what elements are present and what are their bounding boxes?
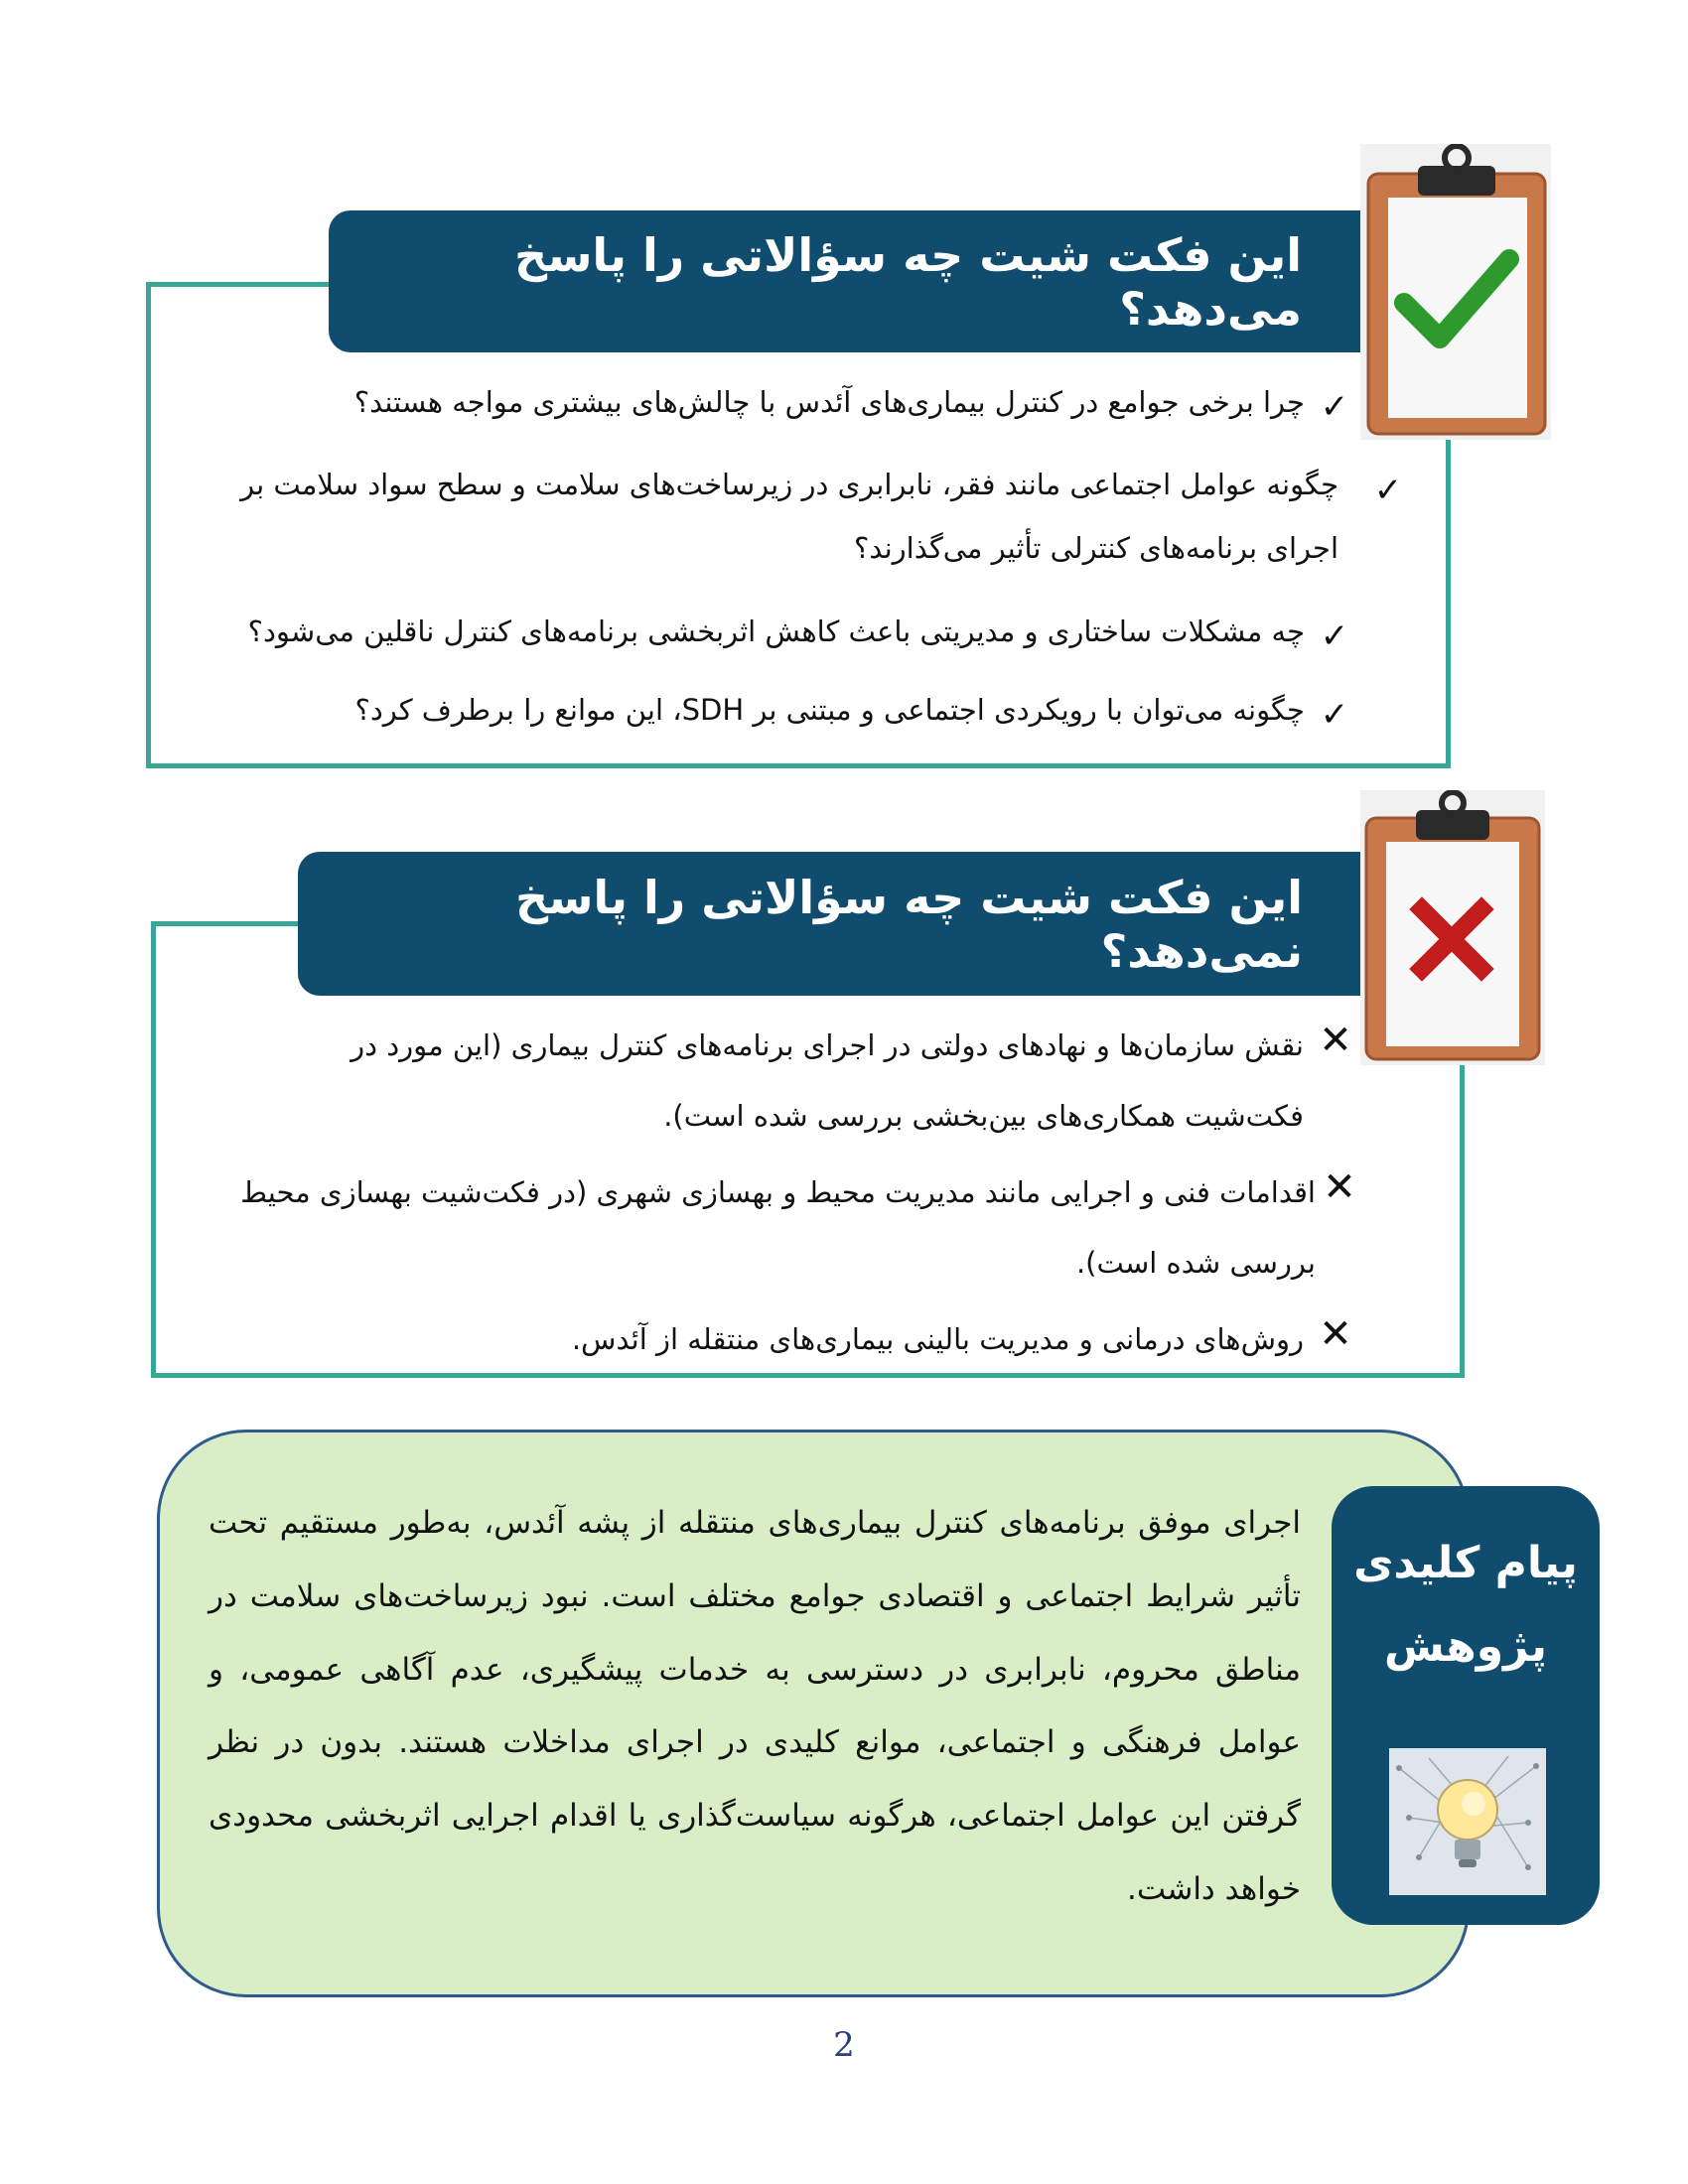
answers-item-2: چگونه عوامل اجتماعی مانند فقر، نابرابری در زیرساخت‌های سلامت و سطح سواد سلامت بر اجرای برنامه‌های کنترلی تأثیر می‌گذارند؟ (240, 468, 1338, 565)
clipboard-x-icon (1360, 790, 1545, 1065)
not-answers-list (223, 1011, 1355, 1375)
key-message-text: اجرای موفق برنامه‌های کنترل بیماری‌های منتقله از پشه آئدس، به‌طور مستقیم تحت تأثیر شرایط اجتماعی و اقتصادی جوامع مختلف است. نبود زیرساخت‌های سلامت در مناطق محروم، نابرابری در دسترسی به خدمات پیشگیری، عدم آگاهی عمومی، و عوامل فرهنگی و اجتماعی، موانع کلیدی در اجرای مداخلات هستند. بدون در نظر گرفتن این عوامل اجتماعی، هرگونه سیاست‌گذاری یا اقدام اجرایی اثربخشی محدودی خواهد داشت. (209, 1505, 1301, 1907)
check-icon: ✓ (1320, 387, 1349, 427)
lightbulb-icon (1389, 1748, 1546, 1895)
not-answers-title: این فکت شیت چه سؤالاتی را پاسخ نمی‌دهد؟ (515, 870, 1303, 978)
page-number: 2 (833, 2025, 855, 2065)
not-answers-item-3: روش‌های درمانی و مدیریت بالینی بیماری‌های منتقله از آئدس. (571, 1322, 1304, 1357)
list-item (223, 1158, 1355, 1298)
key-message-label-box (1332, 1486, 1600, 1925)
list-item (169, 683, 1356, 738)
list-item (169, 605, 1356, 659)
x-icon: ✕ (1319, 1311, 1352, 1358)
answers-title: این فکت شیت چه سؤالاتی را پاسخ می‌دهد؟ (514, 227, 1302, 336)
answers-item-3: چه مشکلات ساختاری و مدیریتی باعث کاهش اثربخشی برنامه‌های کنترل ناقلین می‌شود؟ (247, 614, 1305, 648)
x-icon: ✕ (1323, 1164, 1356, 1211)
not-answers-item-1: نقش سازمان‌ها و نهادهای دولتی در اجرای برنامه‌های کنترل بیماری (این مورد در فکت‌شیت همکاری‌های بین‌بخشی بررسی شده است). (351, 1028, 1304, 1134)
list-item (236, 454, 1403, 581)
not-answers-header (298, 852, 1390, 996)
check-icon: ✓ (1373, 471, 1403, 511)
key-message-title-line2: پژوهش (1384, 1620, 1547, 1672)
answers-item-4: چگونه می‌توان با رویکردی اجتماعی و مبتنی بر SDH، این موانع را برطرف کرد؟ (354, 692, 1305, 727)
clipboard-check-icon (1360, 144, 1551, 440)
list-item (223, 1304, 1355, 1375)
x-icon: ✕ (1319, 1018, 1352, 1063)
list-item (223, 1011, 1355, 1152)
check-icon: ✓ (1320, 694, 1349, 735)
answers-item-1: چرا برخی جوامع در کنترل بیماری‌های آئدس با چالش‌های بیشتری مواجه هستند؟ (353, 385, 1305, 419)
answers-header (329, 210, 1389, 352)
check-icon: ✓ (1320, 615, 1349, 656)
not-answers-item-2: اقدامات فنی و اجرایی مانند مدیریت محیط و بهسازی شهری (در فکت‌شیت بهسازی محیط بررسی شده است). (240, 1175, 1316, 1281)
list-item (169, 375, 1356, 430)
key-message-title-line1: پیام کلیدی (1353, 1538, 1578, 1588)
key-message-title (1332, 1522, 1600, 1688)
answers-list (169, 375, 1403, 738)
